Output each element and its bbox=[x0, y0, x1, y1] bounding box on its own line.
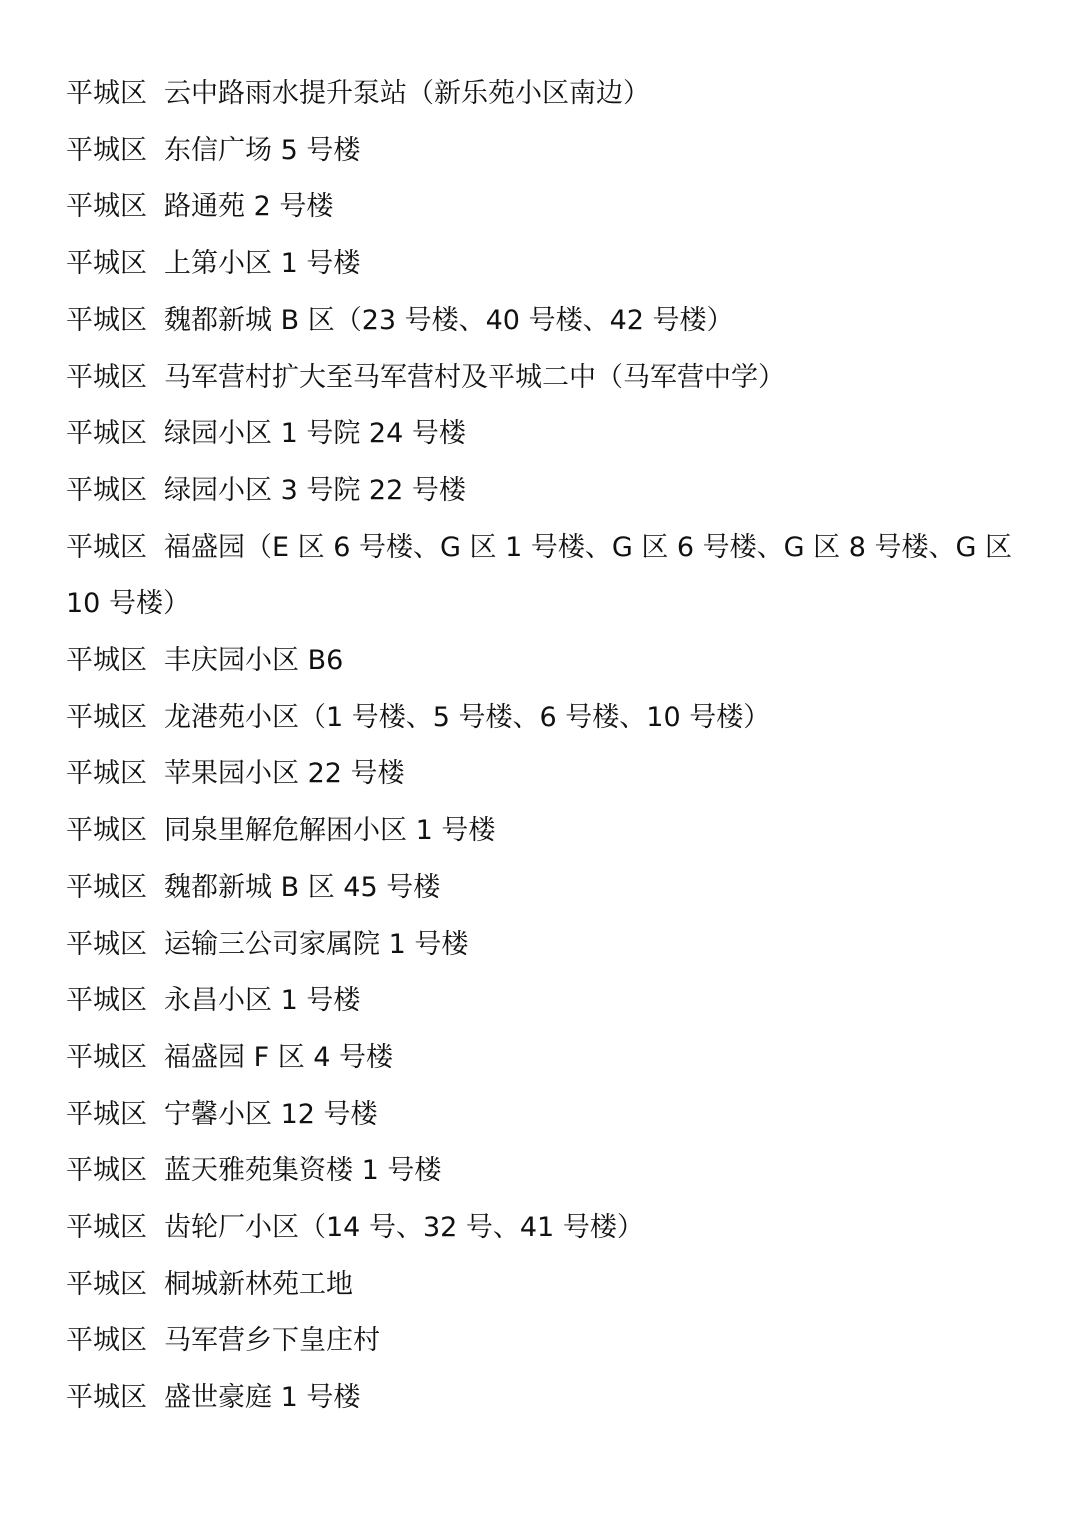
place-name: 丰庆园小区 B6 bbox=[164, 645, 344, 677]
place-name: 东信广场 5 号楼 bbox=[164, 134, 361, 166]
place-name: 宁馨小区 12 号楼 bbox=[164, 1098, 378, 1130]
district-label: 平城区 bbox=[66, 928, 147, 960]
list-item bbox=[66, 123, 1026, 180]
list-item bbox=[66, 633, 1026, 690]
place-name: 龙港苑小区（1 号楼、5 号楼、6 号楼、10 号楼） bbox=[164, 701, 771, 733]
district-label: 平城区 bbox=[66, 78, 147, 109]
list-item bbox=[66, 293, 1026, 350]
list-item bbox=[66, 1200, 1026, 1257]
district-label: 平城区 bbox=[66, 1382, 147, 1414]
place-name: 绿园小区 1 号院 24 号楼 bbox=[164, 418, 466, 450]
district-label: 平城区 bbox=[66, 985, 147, 1017]
list-item bbox=[66, 236, 1026, 293]
list-item bbox=[66, 917, 1026, 974]
list-item bbox=[66, 406, 1026, 463]
place-name: 同泉里解危解困小区 1 号楼 bbox=[164, 815, 496, 847]
district-label: 平城区 bbox=[66, 304, 147, 336]
place-name: 魏都新城 B 区（23 号楼、40 号楼、42 号楼） bbox=[164, 304, 734, 336]
place-name: 魏都新城 B 区 45 号楼 bbox=[164, 871, 441, 903]
place-name: 上第小区 1 号楼 bbox=[164, 248, 361, 280]
place-name: 运输三公司家属院 1 号楼 bbox=[164, 928, 469, 960]
place-name: 盛世豪庭 1 号楼 bbox=[164, 1382, 361, 1414]
list-item bbox=[66, 1370, 1026, 1427]
list-item bbox=[66, 690, 1026, 747]
district-label: 平城区 bbox=[66, 758, 147, 790]
place-name: 蓝天雅苑集资楼 1 号楼 bbox=[164, 1155, 442, 1187]
place-name: 福盛园 F 区 4 号楼 bbox=[164, 1041, 394, 1073]
place-name: 绿园小区 3 号院 22 号楼 bbox=[164, 474, 466, 506]
place-name: 桐城新林苑工地 bbox=[164, 1268, 353, 1300]
place-name: 齿轮厂小区（14 号、32 号、41 号楼） bbox=[164, 1212, 644, 1244]
district-label: 平城区 bbox=[66, 474, 147, 506]
district-label: 平城区 bbox=[66, 1268, 147, 1300]
place-name: 福盛园（E 区 6 号楼、G 区 1 号楼、G 区 6 号楼、G 区 8 号楼、G 区 10 号楼） bbox=[66, 531, 1013, 620]
district-label: 平城区 bbox=[66, 1325, 147, 1357]
list-item bbox=[66, 1030, 1026, 1087]
district-label: 平城区 bbox=[66, 418, 147, 450]
list-item bbox=[66, 520, 1026, 633]
place-name: 马军营乡下皇庄村 bbox=[164, 1325, 380, 1357]
district-label: 平城区 bbox=[66, 361, 147, 393]
district-label: 平城区 bbox=[66, 1041, 147, 1073]
list-item bbox=[66, 1257, 1026, 1314]
district-label: 平城区 bbox=[66, 134, 147, 166]
place-name: 苹果园小区 22 号楼 bbox=[164, 758, 405, 790]
district-label: 平城区 bbox=[66, 871, 147, 903]
district-label: 平城区 bbox=[66, 531, 147, 563]
district-label: 平城区 bbox=[66, 645, 147, 677]
list-item bbox=[66, 860, 1026, 917]
place-name: 马军营村扩大至马军营村及平城二中（马军营中学） bbox=[164, 361, 785, 393]
list-item bbox=[66, 746, 1026, 803]
list-item bbox=[66, 350, 1026, 407]
list-item bbox=[66, 1087, 1026, 1144]
list-item bbox=[66, 1143, 1026, 1200]
place-name: 路通苑 2 号楼 bbox=[164, 191, 334, 223]
district-label: 平城区 bbox=[66, 815, 147, 847]
district-label: 平城区 bbox=[66, 1098, 147, 1130]
list-item bbox=[66, 179, 1026, 236]
place-name: 云中路雨水提升泵站（新乐苑小区南边） bbox=[164, 78, 650, 109]
location-list bbox=[66, 66, 1026, 1427]
list-item bbox=[66, 973, 1026, 1030]
list-item bbox=[66, 463, 1026, 520]
list-item bbox=[66, 66, 1026, 123]
district-label: 平城区 bbox=[66, 191, 147, 223]
list-item bbox=[66, 803, 1026, 860]
place-name: 永昌小区 1 号楼 bbox=[164, 985, 361, 1017]
district-label: 平城区 bbox=[66, 248, 147, 280]
district-label: 平城区 bbox=[66, 701, 147, 733]
district-label: 平城区 bbox=[66, 1155, 147, 1187]
list-item bbox=[66, 1313, 1026, 1370]
district-label: 平城区 bbox=[66, 1212, 147, 1244]
